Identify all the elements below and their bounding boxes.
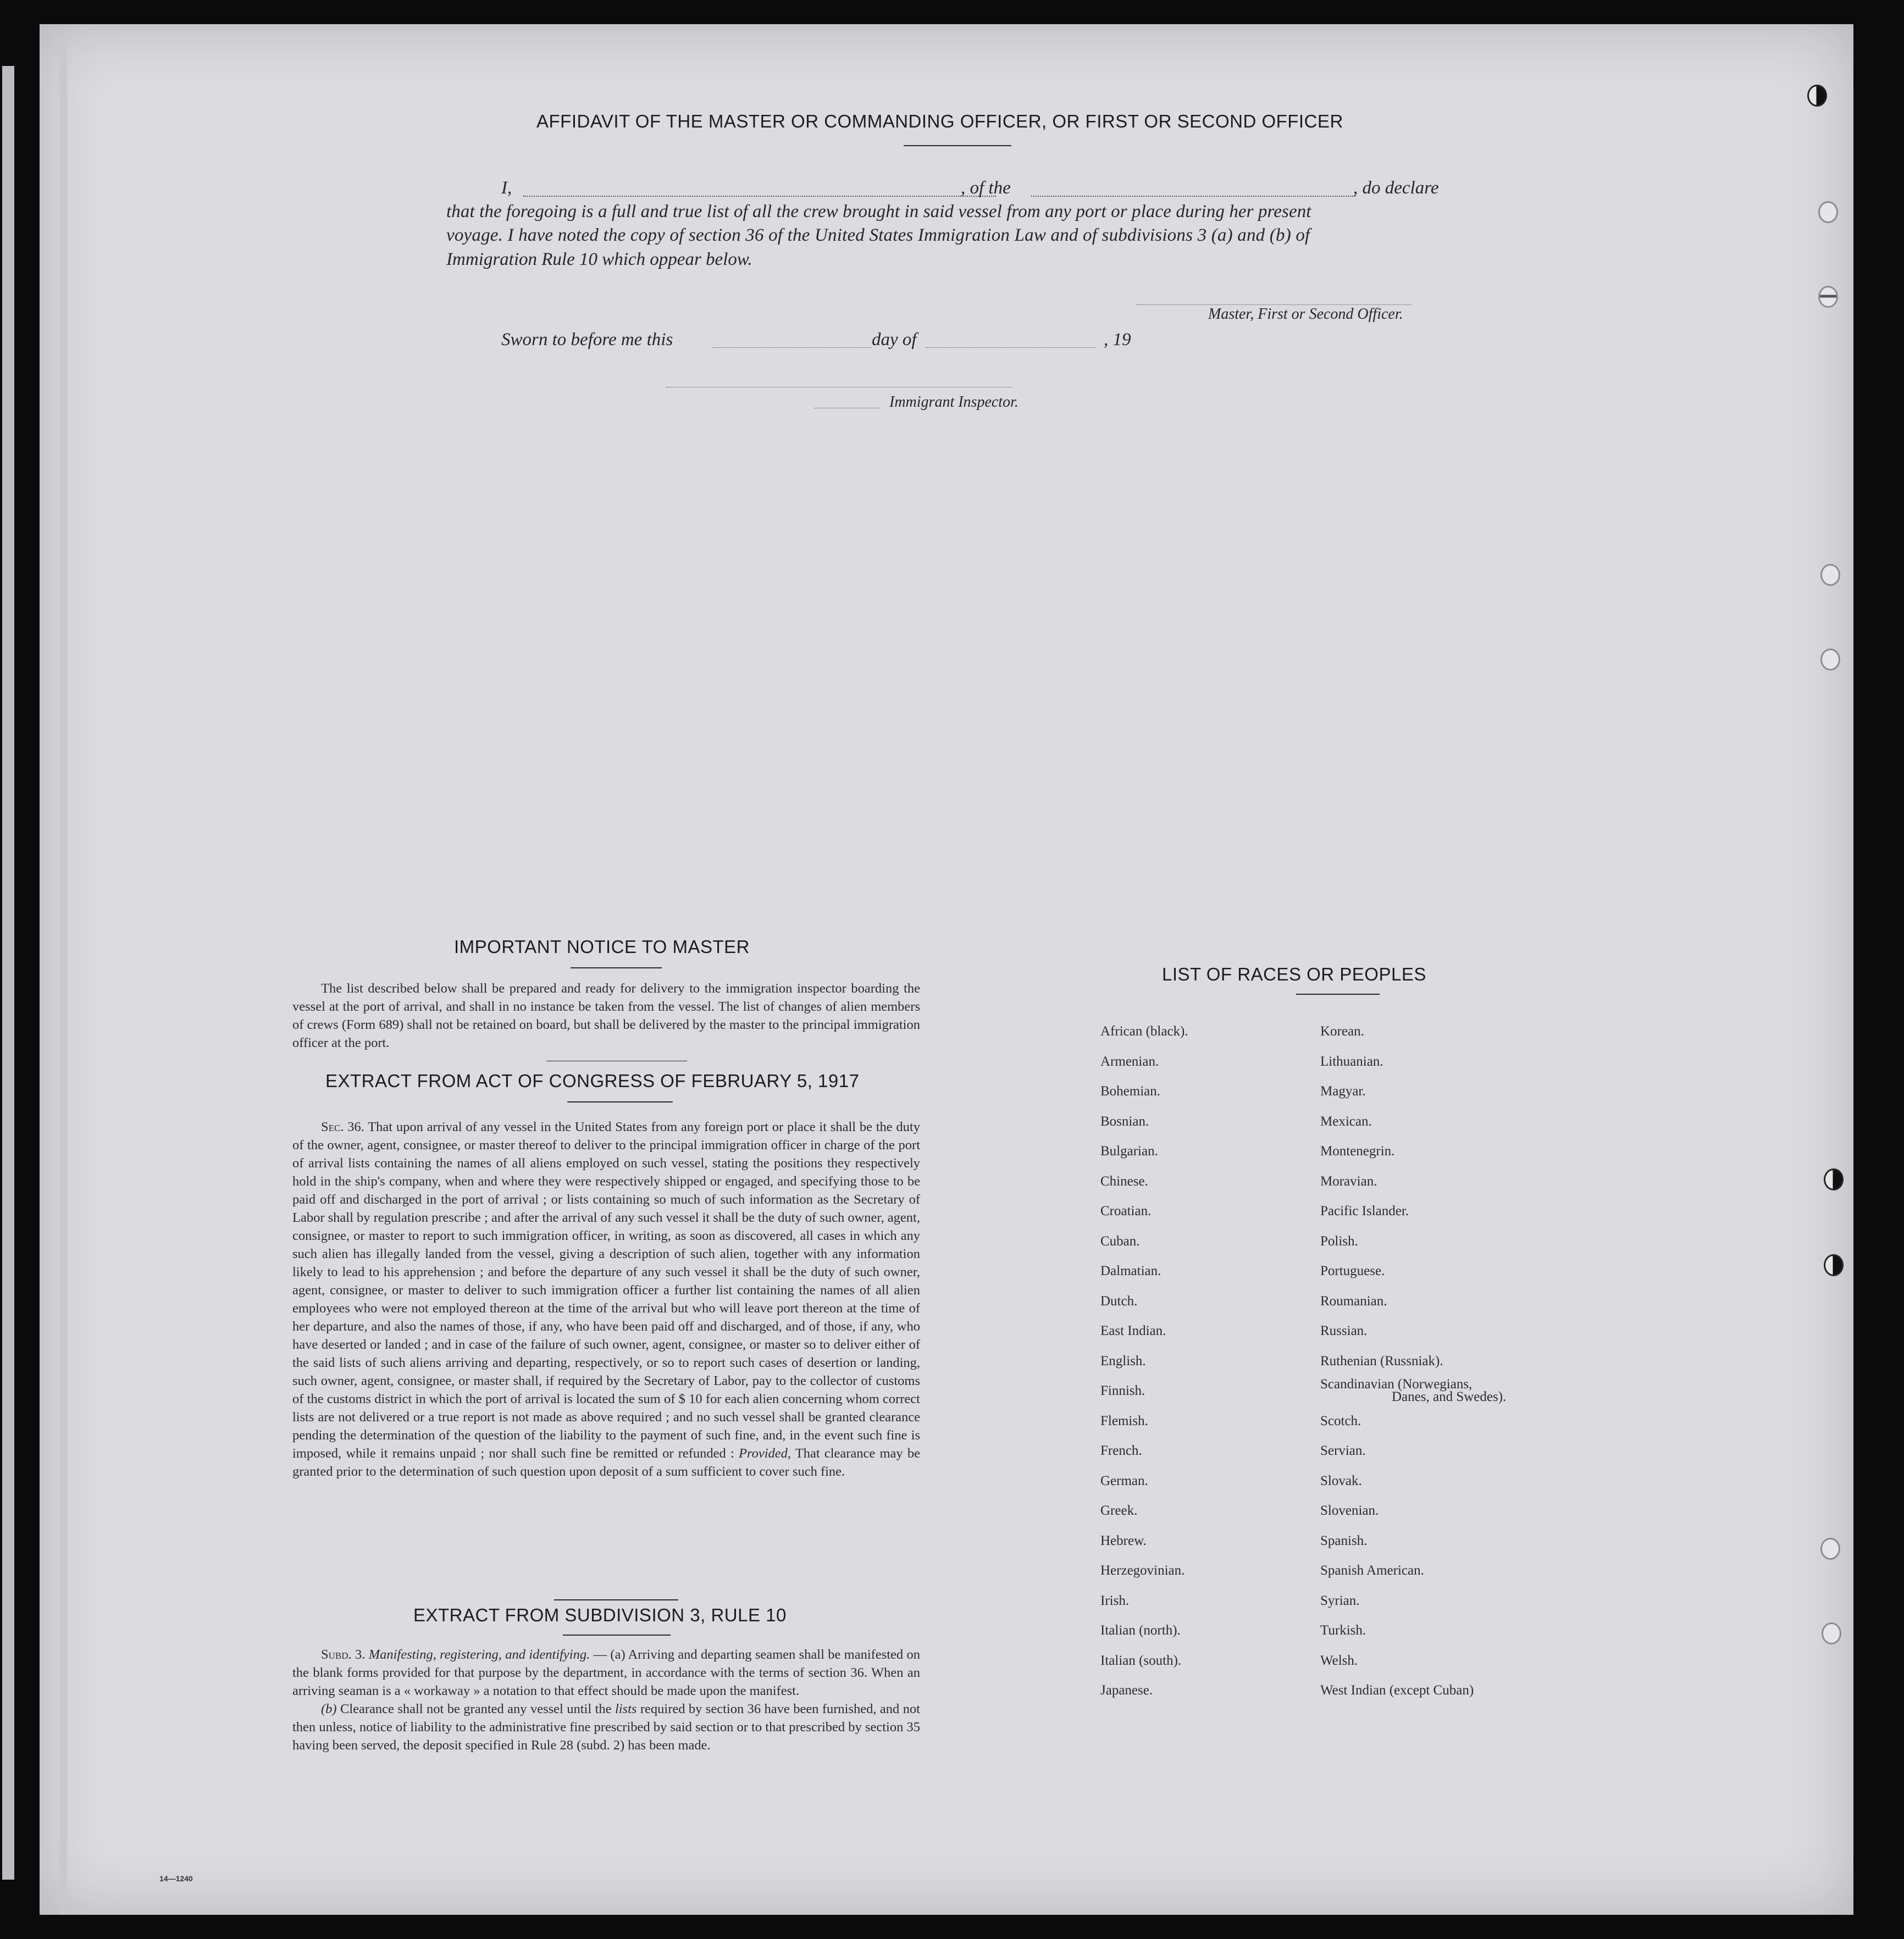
section-label: Sec. 36. xyxy=(321,1120,364,1134)
subd-b-text-1: Clearance shall not be granted any vessel until the xyxy=(340,1702,612,1716)
races-title: LIST OF RACES OR PEOPLES xyxy=(1162,964,1426,984)
race-left-item: Japanese. xyxy=(1100,1683,1153,1698)
section-36-text: That upon arrival of any vessel in the United States from any foreign port or place it shall be the duty of the owner, agent, consignee, or master thereof to deliver to the principal immigration officer in charge of the port of arrival lists containing the names of all aliens employed on such vessel, stating the positions they respectively hold in the ship's company, when and where they were respectively shipped or engaged, and specifying those to be paid off and discharged in the port of arrival ; or lists containing so much of such information as the Secretary of Labor shall by regulation prescribe ; and after the arrival of any such vessel it shall be the duty of such owner, agent, consignee, or master to report to such immigration officer, in writing, as soon as discovered, all cases in which any such alien has illegally landed from the vessel, giving a description of such alien, together with any information likely to lead to his apprehension ; and before the departure of any such vessel it shall be the duty of such owner, agent, consignee, or master to deliver to such immigration officer a further list containing the names of all alien employees who were not employed thereon at the time of the arrival but who will leave port thereon at the time of her departure, and also the names of those, if any, who have been paid off and discharged, and of those, if any, who have deserted or landed ; and in case of the failure of such owner, agent, consignee, or master so to deliver either of the said lists of such aliens arriving and departing, respectively, or so to report such cases of desertion or landing, such owner, agent, consignee, or master shall, if required by the Secretary of Labor, pay to the collector of customs of the customs district in which the port of arrival is located the sum of $ 10 for each alien concerning whom correct lists are not delivered or a true report is not made as above required ; and no such vessel shall be granted clearance pending the determination of the question of the liability to the payment of such fine, and, in the event such fine is imposed, while it remains unpaid ; nor shall such fine be remitted or refunded : xyxy=(292,1120,920,1461)
race-right-item: Syrian. xyxy=(1320,1593,1360,1608)
rule-extract-title: EXTRACT FROM SUBDIVISION 3, RULE 10 xyxy=(413,1605,787,1625)
race-left-item: African (black). xyxy=(1100,1024,1188,1039)
year-label: , 19 xyxy=(1104,330,1131,350)
race-right-item: Scotch. xyxy=(1320,1413,1361,1428)
vessel-blank xyxy=(1031,196,1355,197)
race-right-item: Magyar. xyxy=(1320,1084,1366,1099)
act-extract-bottom-rule xyxy=(554,1599,678,1600)
master-signature-label: Master, First or Second Officer. xyxy=(1208,306,1403,323)
document-page xyxy=(40,24,1853,1915)
notice-title: IMPORTANT NOTICE TO MASTER xyxy=(454,937,750,957)
title-underline xyxy=(904,145,1011,146)
race-left-item: Bulgarian. xyxy=(1100,1144,1158,1159)
race-left-item: East Indian. xyxy=(1100,1323,1166,1338)
act-extract-title: EXTRACT FROM ACT OF CONGRESS OF FEBRUARY 5, 1917 xyxy=(325,1071,860,1091)
affidavit-line-4: Immigration Rule 10 which oppear below. xyxy=(446,250,752,269)
race-left-item: Hebrew. xyxy=(1100,1533,1147,1548)
notice-underline xyxy=(571,967,662,968)
act-extract-underline xyxy=(567,1101,673,1103)
day-blank xyxy=(712,347,872,348)
affidavit-title: AFFIDAVIT OF THE MASTER OR COMMANDING OFFICER, OR FIRST OR SECOND OFFICER xyxy=(536,111,1343,131)
race-left-item: Irish. xyxy=(1100,1593,1130,1608)
affidavit-line-3: voyage. I have noted the copy of section 36 of the United States Immigration Law and of subdivisions 3 (a) and (b) of xyxy=(446,225,1310,245)
subd-a-text: Arriving and departing seamen shall be manifested on the blank forms provided for that purpose by the department, in accordance with the terms of section 36. When an arriving seaman is a « workaway » a notation to that effect should be made upon the manifest. xyxy=(292,1647,921,1698)
race-right-item: Spanish. xyxy=(1320,1533,1368,1548)
race-left-item: Herzegovinian. xyxy=(1100,1563,1185,1578)
master-signature-blank xyxy=(1137,304,1412,305)
race-left-item: Italian (north). xyxy=(1100,1623,1181,1638)
affidavit-of-the: , of the xyxy=(961,178,1011,198)
races-underline xyxy=(1296,994,1380,995)
race-left-item: Greek. xyxy=(1100,1503,1138,1518)
subd-title: Manifesting, registering, and identifying. xyxy=(368,1647,590,1662)
race-right-item: Turkish. xyxy=(1320,1623,1366,1638)
scandinavian-continued: Danes, and Swedes). xyxy=(1392,1389,1507,1404)
inspector-label: Immigrant Inspector. xyxy=(889,394,1019,411)
subd-label: Subd. 3. xyxy=(321,1647,366,1662)
race-left-item: Croatian. xyxy=(1100,1204,1152,1218)
punch-hole xyxy=(1820,564,1840,586)
punch-hole xyxy=(1818,201,1838,223)
subd-b-text-2: required by section 36 have been furnished, and not then unless, notice of liability to the administrative fine prescribed by said section or to that prescribed by section 35 having been served, the deposit specified in Rule 28 (subd. 2) has been made. xyxy=(292,1702,921,1753)
punch-hole xyxy=(1822,1622,1841,1644)
notice-text: The list described below shall be prepared and ready for delivery to the immigration inspector boarding the vessel at the port of arrival, and shall in no instance be taken from the vessel. The list of changes of alien members of crews (Form 689) shall not be retained on board, but shall be delivered by the master to the principal immigration officer at the port. xyxy=(292,981,920,1050)
month-blank xyxy=(926,347,1096,348)
race-right-item: Ruthenian (Russniak). xyxy=(1320,1353,1443,1369)
act-extract-text xyxy=(292,1118,920,1481)
race-left-item: Bosnian. xyxy=(1100,1113,1149,1129)
race-left-item: Dalmatian. xyxy=(1100,1264,1161,1278)
race-left-item: Finnish. xyxy=(1100,1383,1145,1398)
race-right-item: Moravian. xyxy=(1320,1173,1377,1189)
name-blank xyxy=(523,196,996,197)
punch-hole xyxy=(1820,649,1840,671)
page-edge xyxy=(59,46,67,1915)
subd-b-label: (b) xyxy=(321,1702,337,1716)
subd-b-lists: lists xyxy=(615,1702,637,1716)
race-left-item: Italian (south). xyxy=(1100,1653,1182,1668)
punch-hole xyxy=(1820,1538,1840,1560)
race-right-item: Lithuanian. xyxy=(1320,1054,1383,1069)
race-right-item: Slovak. xyxy=(1320,1473,1362,1488)
race-right-item: Spanish American. xyxy=(1320,1563,1424,1578)
affidavit-line-2: that the foregoing is a full and true list of all the crew brought in said vessel from any port or place during her present xyxy=(446,202,1311,221)
race-right-item: Scandinavian (Norwegians, xyxy=(1320,1377,1473,1392)
race-right-item: Pacific Islander. xyxy=(1320,1204,1409,1218)
race-right-item: Korean. xyxy=(1320,1024,1364,1039)
punch-hole xyxy=(1824,1168,1844,1190)
race-left-item: Flemish. xyxy=(1100,1413,1148,1428)
race-right-item: Portuguese. xyxy=(1320,1264,1385,1278)
race-left-item: Cuban. xyxy=(1100,1233,1140,1249)
race-left-item: French. xyxy=(1100,1443,1142,1458)
race-right-item: West Indian (except Cuban) xyxy=(1320,1683,1474,1698)
affidavit-do-declare: , do declare xyxy=(1353,178,1439,198)
race-left-item: Dutch. xyxy=(1100,1293,1138,1309)
sworn-before-label: Sworn to before me this xyxy=(501,330,673,350)
race-left-item: Bohemian. xyxy=(1100,1084,1161,1099)
race-left-item: English. xyxy=(1100,1353,1146,1369)
rule-extract-text xyxy=(292,1646,920,1754)
race-right-item: Servian. xyxy=(1320,1443,1366,1458)
race-right-item: Russian. xyxy=(1320,1323,1368,1338)
subd-a-label: — (a) xyxy=(593,1647,626,1662)
day-of-label: day of xyxy=(872,330,917,350)
race-right-item: Mexican. xyxy=(1320,1113,1372,1129)
race-right-item: Roumanian. xyxy=(1320,1293,1387,1309)
punch-hole xyxy=(1818,286,1838,308)
race-right-item: Montenegrin. xyxy=(1320,1144,1395,1159)
race-left-item: Armenian. xyxy=(1100,1054,1159,1069)
section-36-end: That clearance may be granted prior to the determination of such question upon deposit of a sum sufficient to cover such fine. xyxy=(292,1446,920,1479)
punch-hole xyxy=(1824,1254,1844,1276)
affidavit-i-label: I, xyxy=(501,178,512,198)
race-left-item: Chinese. xyxy=(1100,1173,1148,1189)
rule-extract-underline xyxy=(563,1635,671,1636)
binder-strip xyxy=(2,66,14,1880)
punch-hole xyxy=(1807,85,1827,107)
race-right-item: Polish. xyxy=(1320,1233,1358,1249)
form-code: 14—1240 xyxy=(159,1874,193,1883)
race-right-item: Welsh. xyxy=(1320,1653,1358,1668)
race-right-item: Slovenian. xyxy=(1320,1503,1379,1518)
provided-word: Provided, xyxy=(738,1446,792,1461)
race-left-item: German. xyxy=(1100,1473,1148,1488)
